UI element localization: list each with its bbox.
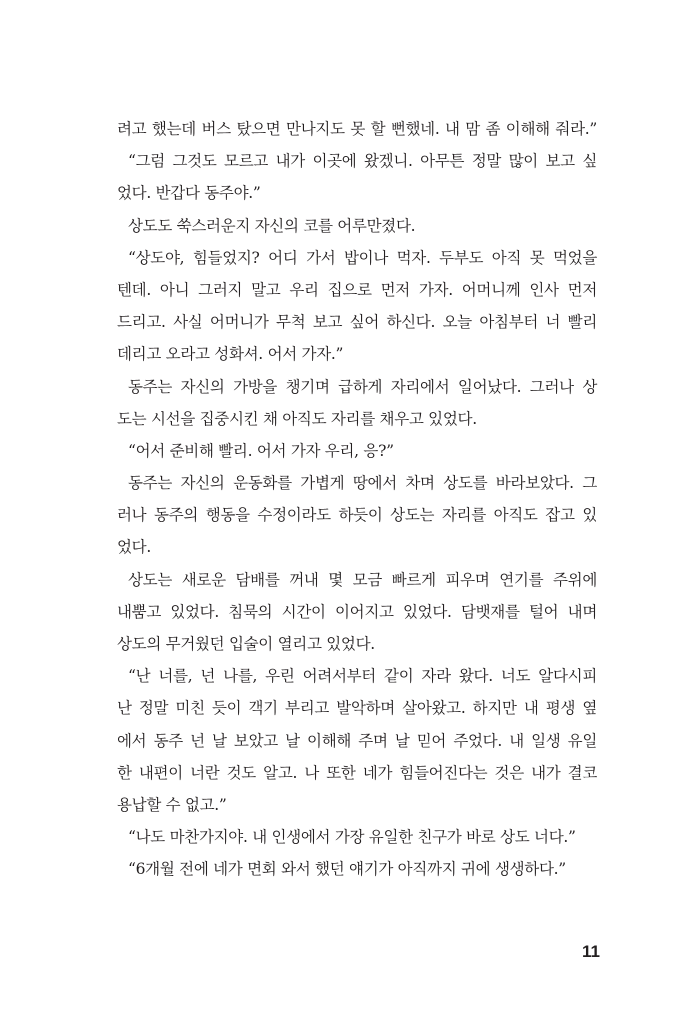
text-line: “나도 마찬가지야. 내 인생에서 가장 유일한 친구가 바로 상도 너다.”: [128, 828, 576, 847]
text-line: 도는 시선을 집중시킨 채 아직도 자리를 채우고 있었다.: [117, 409, 477, 428]
text-line: 동주는 자신의 운동화를 가볍게 땅에서 차며 상도를 바라보았다. 그: [128, 474, 597, 493]
text-line: 었다. 반갑다 동주야.”: [117, 184, 261, 203]
text-line: 동주는 자신의 가방을 챙기며 급하게 자리에서 일어났다. 그러나 상: [128, 377, 597, 396]
text-line: 려고 했는데 버스 탔으면 만나지도 못 할 뻔했네. 내 맘 좀 이해해 줘라.”: [117, 120, 597, 138]
text-line: 러나 동주의 행동을 수정이라도 하듯이 상도는 자리를 아직도 잡고 있: [117, 506, 597, 525]
text-line: “난 너를, 넌 나를, 우린 어려서부터 같이 자라 왔다. 너도 알다시피: [128, 667, 597, 686]
text-line: “6개월 전에 네가 면회 와서 했던 얘기가 아직까지 귀에 생생하다.”: [128, 860, 566, 879]
text-line: 용납할 수 없고.”: [117, 795, 227, 814]
text-line: 한 내편이 너란 것도 알고. 나 또한 네가 힘들어진다는 것은 내가 결코: [117, 763, 597, 782]
text-line: “어서 준비해 빨리. 어서 가자 우리, 응?”: [128, 441, 394, 460]
text-line: 드리고. 사실 어머니가 무척 보고 싶어 하신다. 오늘 아침부터 너 빨리: [117, 313, 597, 332]
page-number: 11: [582, 942, 600, 961]
text-line: 상도의 무거웠던 입술이 열리고 있었다.: [117, 635, 375, 653]
text-line: 텐데. 아니 그러지 말고 우리 집으로 먼저 가자. 어머니께 인사 먼저: [117, 280, 597, 299]
body-text: [117, 113, 597, 886]
text-line: 었다.: [117, 538, 151, 557]
text-line: 상도는 새로운 담배를 꺼내 몇 모금 빠르게 피우며 연기를 주위에: [128, 570, 597, 589]
text-line: 내뿜고 있었다. 침묵의 시간이 이어지고 있었다. 담뱃재를 털어 내며: [117, 602, 597, 621]
text-line: “상도야, 힘들었지? 어디 가서 밥이나 먹자. 두부도 아직 못 먹었을: [128, 248, 597, 267]
text-line: 데리고 오라고 성화셔. 어서 가자.”: [117, 345, 344, 364]
text-line: “그럼 그것도 모르고 내가 이곳에 왔겠니. 아무튼 정말 많이 보고 싶: [128, 152, 597, 171]
text-line: 상도도 쑥스러운지 자신의 코를 어루만졌다.: [128, 216, 416, 235]
text-line: 에서 동주 넌 날 보았고 날 이해해 주며 날 믿어 주었다. 내 일생 유일: [117, 731, 597, 750]
text-line: 난 정말 미친 듯이 객기 부리고 발악하며 살아왔고. 하지만 내 평생 옆: [117, 699, 597, 718]
